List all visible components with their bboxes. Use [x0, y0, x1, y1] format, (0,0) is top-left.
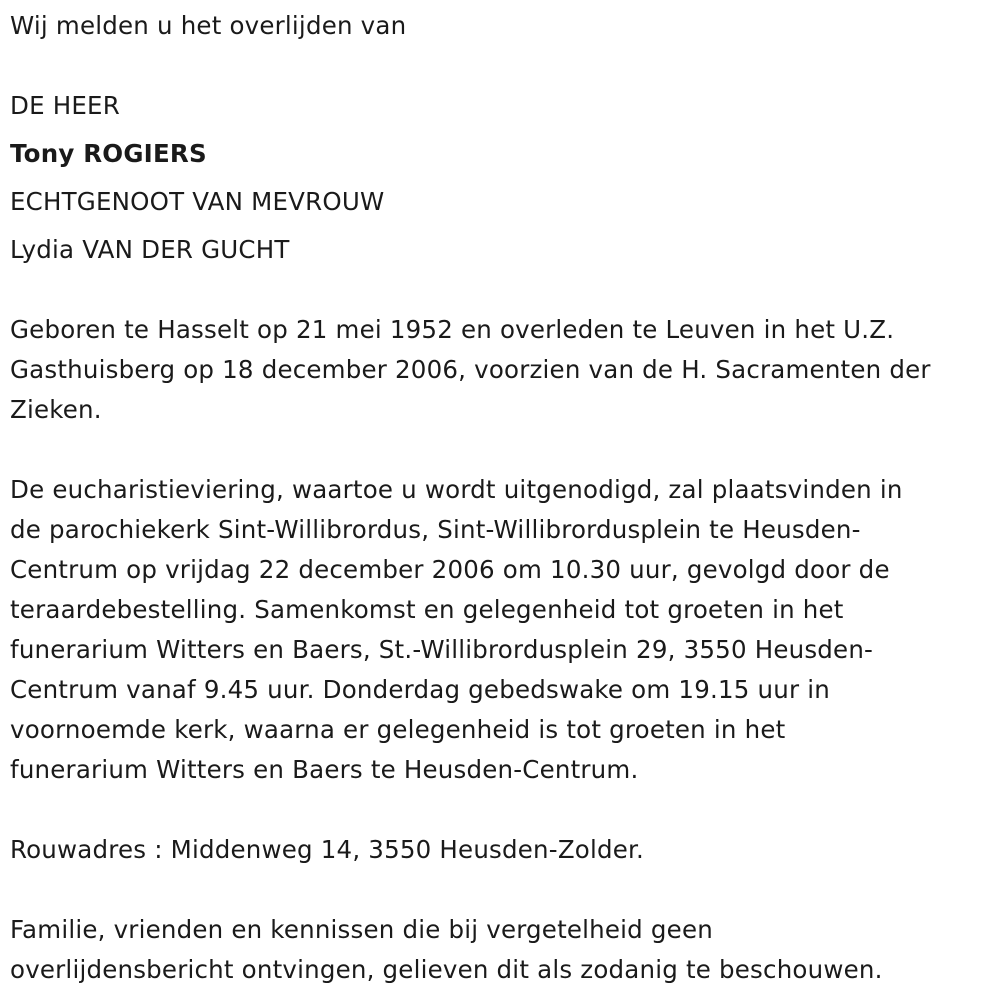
ceremony-line: Centrum vanaf 9.45 uur. Donderdag gebedswake om 19.15 uur in — [10, 675, 830, 704]
closing-line: Familie, vrienden en kennissen die bij vergetelheid geen — [10, 915, 713, 944]
mourning-address: Rouwadres : Middenweg 14, 3550 Heusden-Zolder. — [10, 835, 645, 864]
ceremony-line: Centrum op vrijdag 22 december 2006 om 10.30 uur, gevolgd door de — [10, 555, 890, 584]
ceremony-line: funerarium Witters en Baers te Heusden-Centrum. — [10, 755, 639, 784]
intro-text: Wij melden u het overlijden van — [10, 11, 407, 40]
spouse-name: Lydia VAN DER GUCHT — [10, 235, 290, 264]
ceremony-line: funerarium Witters en Baers, St.-Willibrordusplein 29, 3550 Heusden- — [10, 635, 874, 664]
closing-line: overlijdensbericht ontvingen, gelieven dit als zodanig te beschouwen. — [10, 955, 883, 984]
ceremony-line: De eucharistieviering, waartoe u wordt uitgenodigd, zal plaatsvinden in — [10, 475, 903, 504]
ceremony-line: de parochiekerk Sint-Willibrordus, Sint-Willibrordusplein te Heusden- — [10, 515, 861, 544]
birth-death-line: Gasthuisberg op 18 december 2006, voorzien van de H. Sacramenten der — [10, 355, 931, 384]
title-line: DE HEER — [10, 91, 120, 120]
ceremony-line: voornoemde kerk, waarna er gelegenheid is tot groeten in het — [10, 715, 786, 744]
spouse-label: ECHTGENOOT VAN MEVROUW — [10, 187, 385, 216]
birth-death-line: Geboren te Hasselt op 21 mei 1952 en overleden te Leuven in het U.Z. — [10, 315, 895, 344]
birth-death-line: Zieken. — [10, 395, 102, 424]
ceremony-line: teraardebestelling. Samenkomst en gelegenheid tot groeten in het — [10, 595, 844, 624]
deceased-name: Tony ROGIERS — [10, 139, 207, 168]
